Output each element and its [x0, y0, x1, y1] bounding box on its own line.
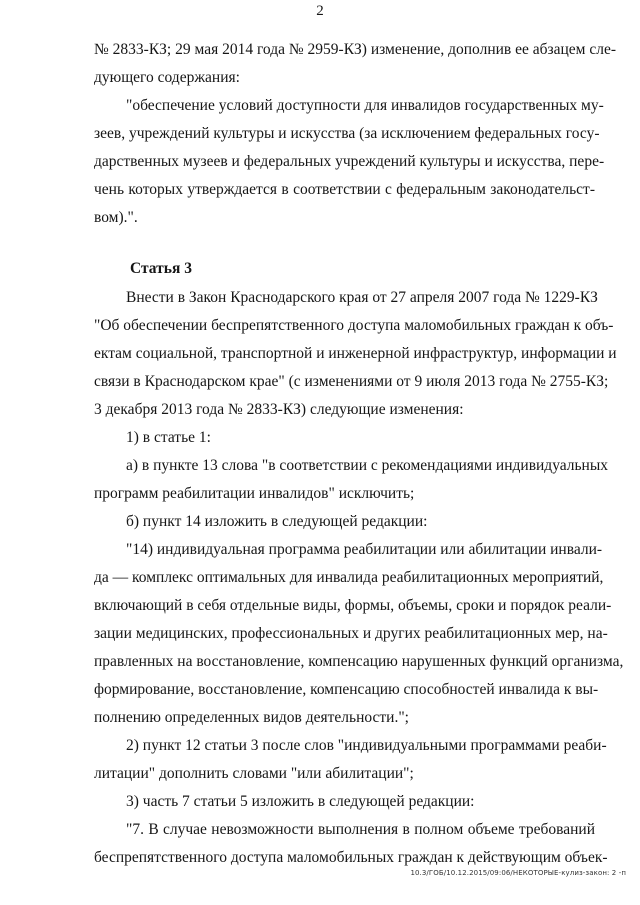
text-line: вом).".: [94, 209, 138, 226]
text-line: зеев, учреждений культуры и искусства (за исключением федеральных госу-: [94, 125, 600, 142]
text-line: Внести в Закон Краснодарского края от 27 апреля 2007 года № 1229-КЗ: [126, 289, 598, 306]
text-line: зации медицинских, профессиональных и других реабилитационных мер, на-: [94, 625, 608, 642]
article-heading: Статья 3: [130, 260, 192, 277]
text-line: "Об обеспечении беспрепятственного доступа маломобильных граждан к объ-: [94, 317, 614, 334]
text-line: № 2833-КЗ; 29 мая 2014 года № 2959-КЗ) изменение, дополнив ее абзацем сле-: [94, 41, 617, 58]
text-line: б) пункт 14 изложить в следующей редакции:: [126, 513, 428, 530]
text-line: а) в пункте 13 слова "в соответствии с рекомендациями индивидуальных: [126, 457, 609, 474]
text-line: дующего содержания:: [94, 69, 240, 86]
text-line: включающий в себя отдельные виды, формы, объемы, сроки и порядок реали-: [94, 597, 612, 614]
paragraph-gap: [94, 232, 595, 254]
text-line: ектам социальной, транспортной и инженерной инфраструктур, информации и: [94, 345, 617, 362]
text-line: полнению определенных видов деятельности.";: [94, 709, 409, 726]
document-body: [94, 36, 624, 872]
text-line: формирование, восстановление, компенсацию способностей инвалида к вы-: [94, 681, 599, 698]
text-line: связи в Краснодарском крае" (с изменениями от 9 июля 2013 года № 2755-КЗ;: [94, 373, 609, 390]
text-line: литации" дополнить словами "или абилитации";: [94, 765, 414, 782]
text-line: "обеспечение условий доступности для инвалидов государственных му-: [126, 97, 604, 114]
text-line: чень которых утверждается в соответствии с федеральным законодательст-: [94, 181, 595, 198]
page-number: 2: [316, 3, 324, 19]
text-line: 1) в статье 1:: [126, 429, 211, 446]
text-line: 3 декабря 2013 года № 2833-КЗ) следующие изменения:: [94, 401, 464, 418]
text-line: 3) часть 7 статьи 5 изложить в следующей редакции:: [126, 793, 475, 810]
text-line: беспрепятственного доступа маломобильных граждан к действующим объек-: [94, 849, 608, 866]
text-line: "7. В случае невозможности выполнения в полном объеме требований: [126, 821, 595, 838]
text-line: правленных на восстановление, компенсацию нарушенных функций организма,: [94, 653, 624, 670]
text-line: да — комплекс оптимальных для инвалида реабилитационных мероприятий,: [94, 569, 604, 586]
text-line: дарственных музеев и федеральных учреждений культуры и искусства, пере-: [94, 153, 605, 170]
text-line: "14) индивидуальная программа реабилитации или абилитации инвали-: [126, 541, 603, 558]
document-footer-code: 10.3/ГОБ/10.12.2015/09:06/НЕКОТОРЫЕ-кулиз-закон: 2 -п: [410, 869, 626, 877]
text-line: 2) пункт 12 статьи 3 после слов "индивидуальными программами реаби-: [126, 737, 607, 754]
text-line: программ реабилитации инвалидов" исключить;: [94, 485, 415, 502]
